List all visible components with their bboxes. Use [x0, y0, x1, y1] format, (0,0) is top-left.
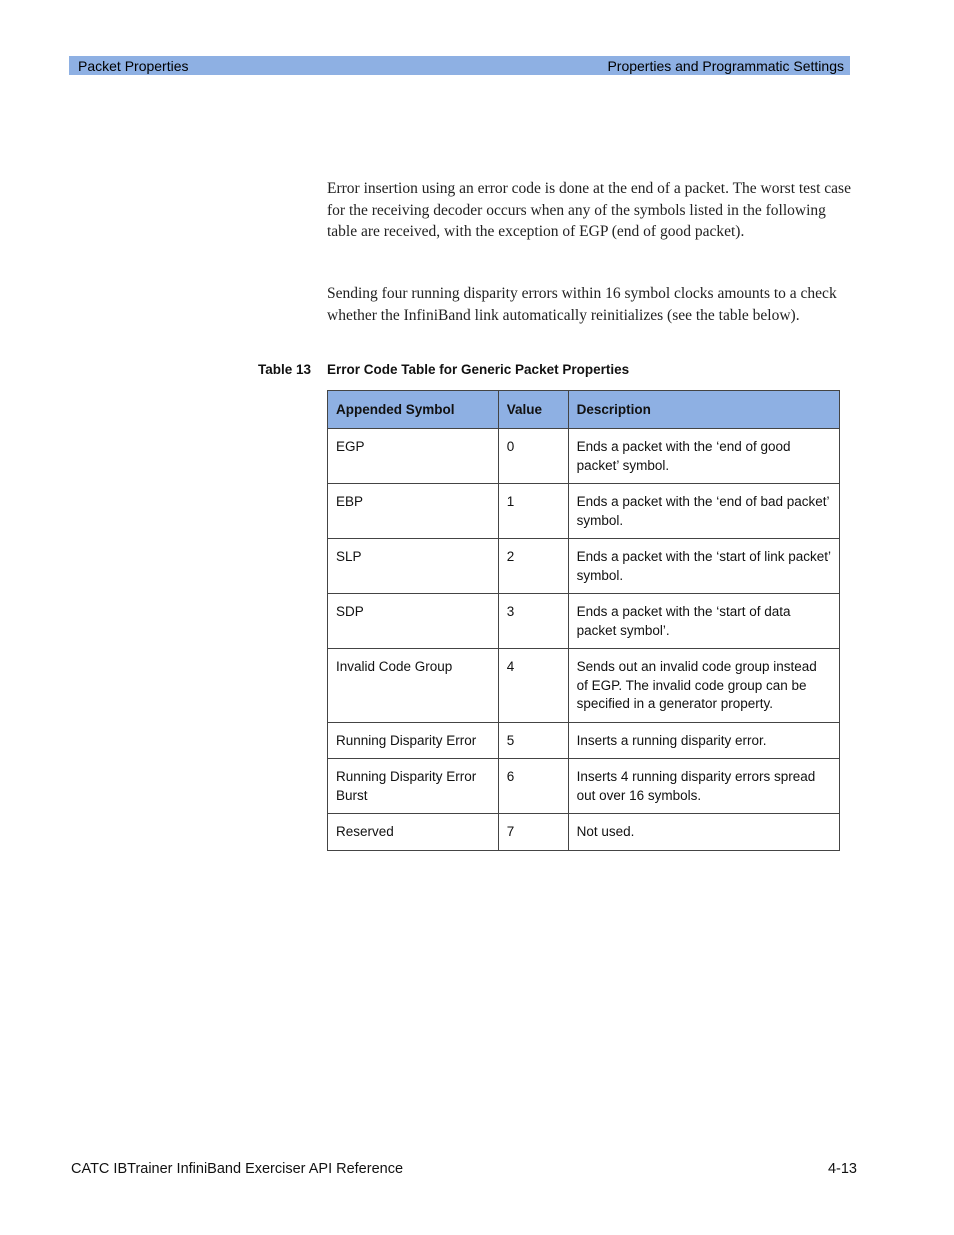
- header-section-title: Packet Properties: [78, 57, 189, 74]
- cell-value: 1: [498, 484, 568, 539]
- cell-description: Ends a packet with the ‘end of bad packet’ symbol.: [568, 484, 839, 539]
- body-paragraph: Sending four running disparity errors within 16 symbol clocks amounts to a check whether the InfiniBand link automatically reinitializes (see the table below).: [327, 285, 837, 324]
- cell-description: Ends a packet with the ‘start of data packet symbol’.: [568, 594, 839, 649]
- table-caption-number: Table 13: [258, 362, 312, 377]
- cell-description: Inserts 4 running disparity errors spread out over 16 symbols.: [568, 759, 839, 814]
- cell-symbol: SLP: [328, 539, 499, 594]
- table-row: [328, 539, 840, 594]
- cell-symbol: SDP: [328, 594, 499, 649]
- table-row: [328, 722, 840, 759]
- table-caption-title: Error Code Table for Generic Packet Properties: [327, 362, 630, 377]
- cell-symbol: Running Disparity Error Burst: [328, 759, 499, 814]
- cell-symbol: Invalid Code Group: [328, 649, 499, 723]
- cell-symbol: EGP: [328, 429, 499, 484]
- column-header-description: Description: [568, 391, 839, 429]
- body-paragraph: Error insertion using an error code is done at the end of a packet. The worst test case for the receiving decoder occurs when any of the symbols listed in the following table are received, with the exception of EGP (end of good packet).: [327, 180, 851, 241]
- cell-symbol: Reserved: [328, 814, 499, 851]
- footer-document-title: CATC IBTrainer InfiniBand Exerciser API Reference: [71, 1161, 404, 1177]
- table-row: [328, 814, 840, 851]
- cell-value: 6: [498, 759, 568, 814]
- cell-symbol: Running Disparity Error: [328, 722, 499, 759]
- cell-description: Sends out an invalid code group instead of EGP. The invalid code group can be specified in a generator property.: [568, 649, 839, 723]
- header-chapter-title: Properties and Programmatic Settings: [607, 57, 844, 74]
- cell-value: 7: [498, 814, 568, 851]
- table-row: [328, 759, 840, 814]
- footer-page-number: 4-13: [827, 1161, 857, 1177]
- table-row: [328, 429, 840, 484]
- cell-description: Ends a packet with the ‘end of good packet’ symbol.: [568, 429, 839, 484]
- table-row: [328, 594, 840, 649]
- cell-value: 3: [498, 594, 568, 649]
- column-header-symbol: Appended Symbol: [328, 391, 499, 429]
- cell-symbol: EBP: [328, 484, 499, 539]
- table-header-row: [328, 391, 840, 429]
- table-row: [328, 484, 840, 539]
- cell-value: 4: [498, 649, 568, 723]
- cell-value: 5: [498, 722, 568, 759]
- running-header: [69, 56, 850, 75]
- column-header-value: Value: [498, 391, 568, 429]
- error-code-table: [327, 390, 840, 851]
- cell-value: 0: [498, 429, 568, 484]
- table-row: [328, 649, 840, 723]
- cell-description: Inserts a running disparity error.: [568, 722, 839, 759]
- cell-description: Ends a packet with the ‘start of link packet’ symbol.: [568, 539, 839, 594]
- cell-value: 2: [498, 539, 568, 594]
- cell-description: Not used.: [568, 814, 839, 851]
